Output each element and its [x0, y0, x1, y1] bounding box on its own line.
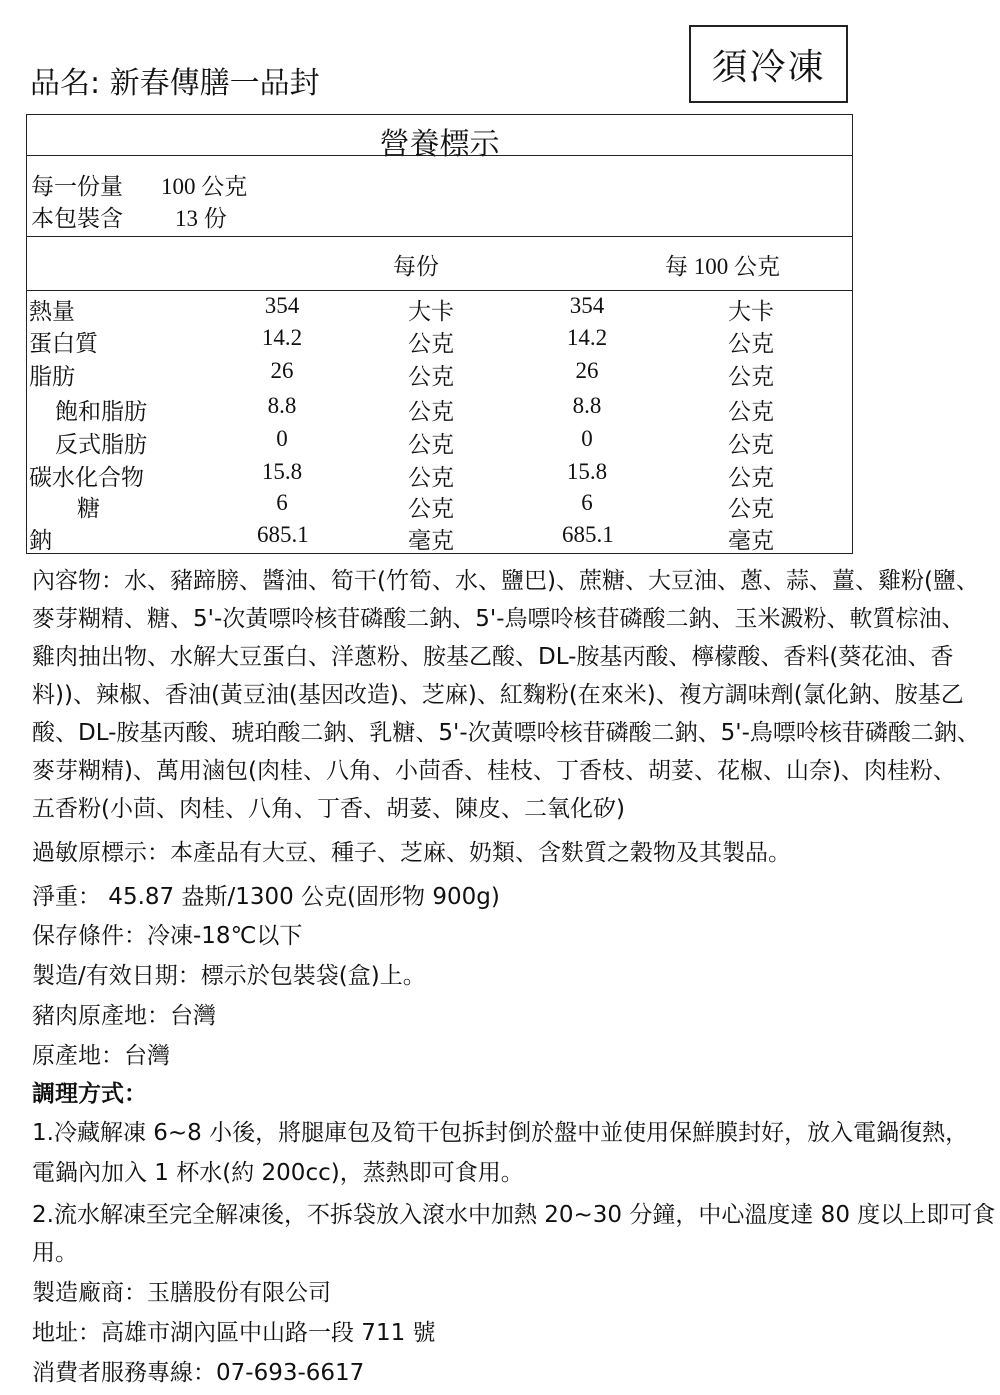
per-serving-value: 0 [276, 426, 288, 451]
nutrition-row [27, 459, 852, 492]
per-serving-unit: 大卡 [408, 299, 454, 325]
nutrition-row [27, 393, 852, 426]
ingredients-line: 麥芽糊精)、萬用滷包(肉桂、八角、小茴香、桂枝、丁香枝、胡荽、花椒、山奈)、肉桂粉、 [32, 758, 956, 784]
divider [27, 236, 852, 237]
nutrition-row [27, 293, 852, 326]
product-name: 品名: 新春傳膳一品封 [30, 66, 320, 101]
nutrient-label: 飽和脂肪 [55, 399, 147, 425]
ingredients-line: 內容物：水、豬蹄膀、醬油、筍干(竹筍、水、鹽巴)、蔗糖、大豆油、蔥、蒜、薑、雞粉(鹽、 [32, 568, 979, 594]
divider [27, 290, 852, 291]
per-100g-value: 354 [569, 293, 605, 318]
col-per-serving: 每份 [393, 254, 439, 280]
ingredients-line: 酸、DL-胺基丙酸、琥珀酸二鈉、乳糖、5'-次黃嘌呤核苷磷酸二鈉、5'-鳥嘌呤核苷磷酸二鈉、 [32, 720, 980, 746]
storage-condition: 保存條件：冷凍-18℃以下 [32, 923, 303, 949]
per-serving-value: 6 [276, 490, 288, 515]
per-100g-value: 685.1 [562, 522, 614, 547]
per-100g-unit: 大卡 [728, 299, 774, 325]
nutrition-row [27, 490, 852, 523]
per-serving-unit: 公克 [408, 331, 454, 357]
serving-size [31, 168, 248, 201]
nutrition-table [26, 114, 853, 554]
per-serving-value: 26 [270, 358, 294, 383]
nutrient-label: 碳水化合物 [29, 465, 144, 491]
date-info: 製造/有效日期：標示於包裝袋(盒)上。 [32, 963, 426, 989]
per-serving-value: 354 [264, 293, 300, 318]
per-serving-unit: 公克 [408, 465, 454, 491]
manufacturer: 製造廠商：玉膳股份有限公司 [32, 1280, 331, 1306]
cooking-title: 調理方式： [32, 1081, 147, 1107]
per-100g-unit: 公克 [728, 496, 774, 522]
serving-size-value: 100 公克 [161, 174, 248, 199]
col-per-100g: 每 100 公克 [665, 254, 780, 279]
servings-per-package [31, 200, 227, 233]
ingredients-line: 五香粉(小茴、肉桂、八角、丁香、胡荽、陳皮、二氧化矽) [32, 796, 625, 822]
nutrition-row [27, 325, 852, 358]
per-serving-unit: 公克 [408, 364, 454, 390]
per-serving-unit: 公克 [408, 432, 454, 458]
nutrient-label: 熱量 [29, 299, 75, 325]
nutrient-label: 糖 [77, 496, 100, 522]
origin: 原產地：台灣 [32, 1043, 170, 1069]
address: 地址：高雄市湖內區中山路一段 711 號 [32, 1320, 436, 1346]
per-serving-value: 15.8 [261, 459, 303, 484]
per-100g-unit: 公克 [728, 331, 774, 357]
cooking-line: 2.流水解凍至完全解凍後，不拆袋放入滾水中加熱 20~30 分鐘，中心溫度達 80 度以上即可食 [32, 1202, 996, 1228]
per-100g-value: 14.2 [566, 325, 608, 350]
per-serving-value: 8.8 [267, 393, 297, 418]
per-100g-value: 8.8 [572, 393, 602, 418]
per-serving-value: 14.2 [261, 325, 303, 350]
nutrient-label: 脂肪 [29, 364, 75, 390]
nutrient-label: 反式脂肪 [55, 432, 147, 458]
per-100g-unit: 公克 [728, 364, 774, 390]
cooking-line: 用。 [32, 1240, 78, 1266]
net-weight: 淨重： 45.87 盎斯/1300 公克(固形物 900g) [32, 884, 500, 910]
per-serving-unit: 公克 [408, 496, 454, 522]
per-100g-value: 26 [575, 358, 599, 383]
servings-label: 本包裝含 [31, 206, 123, 232]
ingredients-line: 料))、辣椒、香油(黃豆油(基因改造)、芝麻)、紅麴粉(在來米)、複方調味劑(氯化鈉、胺基乙 [32, 682, 964, 708]
per-100g-unit: 公克 [728, 465, 774, 491]
nutrition-title: 營養標示 [379, 127, 500, 162]
nutrition-row [27, 426, 852, 459]
per-100g-value: 15.8 [566, 459, 608, 484]
per-serving-unit: 公克 [408, 399, 454, 425]
servings-value: 13 份 [175, 206, 227, 231]
per-100g-value: 0 [581, 426, 593, 451]
per-100g-unit: 公克 [728, 432, 774, 458]
per-100g-value: 6 [581, 490, 593, 515]
per-100g-unit: 毫克 [728, 528, 774, 554]
per-serving-unit: 毫克 [408, 528, 454, 554]
nutrient-label: 蛋白質 [29, 331, 98, 357]
ingredients-line: 雞肉抽出物、水解大豆蛋白、洋蔥粉、胺基乙酸、DL-胺基丙酸、檸檬酸、香料(葵花油、香 [32, 644, 954, 670]
ingredients-line: 麥芽糊精、糖、5'-次黃嘌呤核苷磷酸二鈉、5'-鳥嘌呤核苷磷酸二鈉、玉米澱粉、軟質棕油、 [32, 606, 965, 632]
divider [27, 155, 852, 156]
service-line: 消費者服務專線：07-693-6617 [32, 1360, 365, 1386]
per-100g-unit: 公克 [728, 399, 774, 425]
nutrient-label: 鈉 [29, 528, 52, 554]
serving-size-label: 每一份量 [31, 174, 123, 200]
cooking-line: 電鍋內加入 1 杯水(約 200cc)，蒸熱即可食用。 [32, 1160, 524, 1186]
cooking-line: 1.冷藏解凍 6~8 小後，將腿庫包及筍干包拆封倒於盤中並使用保鮮膜封好，放入電鍋復熱， [32, 1120, 969, 1146]
nutrition-row [27, 358, 852, 391]
allergen-notice: 過敏原標示：本產品有大豆、種子、芝麻、奶類、含麩質之穀物及其製品。 [32, 840, 791, 866]
nutrition-row [27, 522, 852, 555]
pork-origin: 豬肉原產地：台灣 [32, 1003, 216, 1029]
per-serving-value: 685.1 [257, 522, 309, 547]
storage-badge: 須冷凍 [689, 25, 848, 103]
